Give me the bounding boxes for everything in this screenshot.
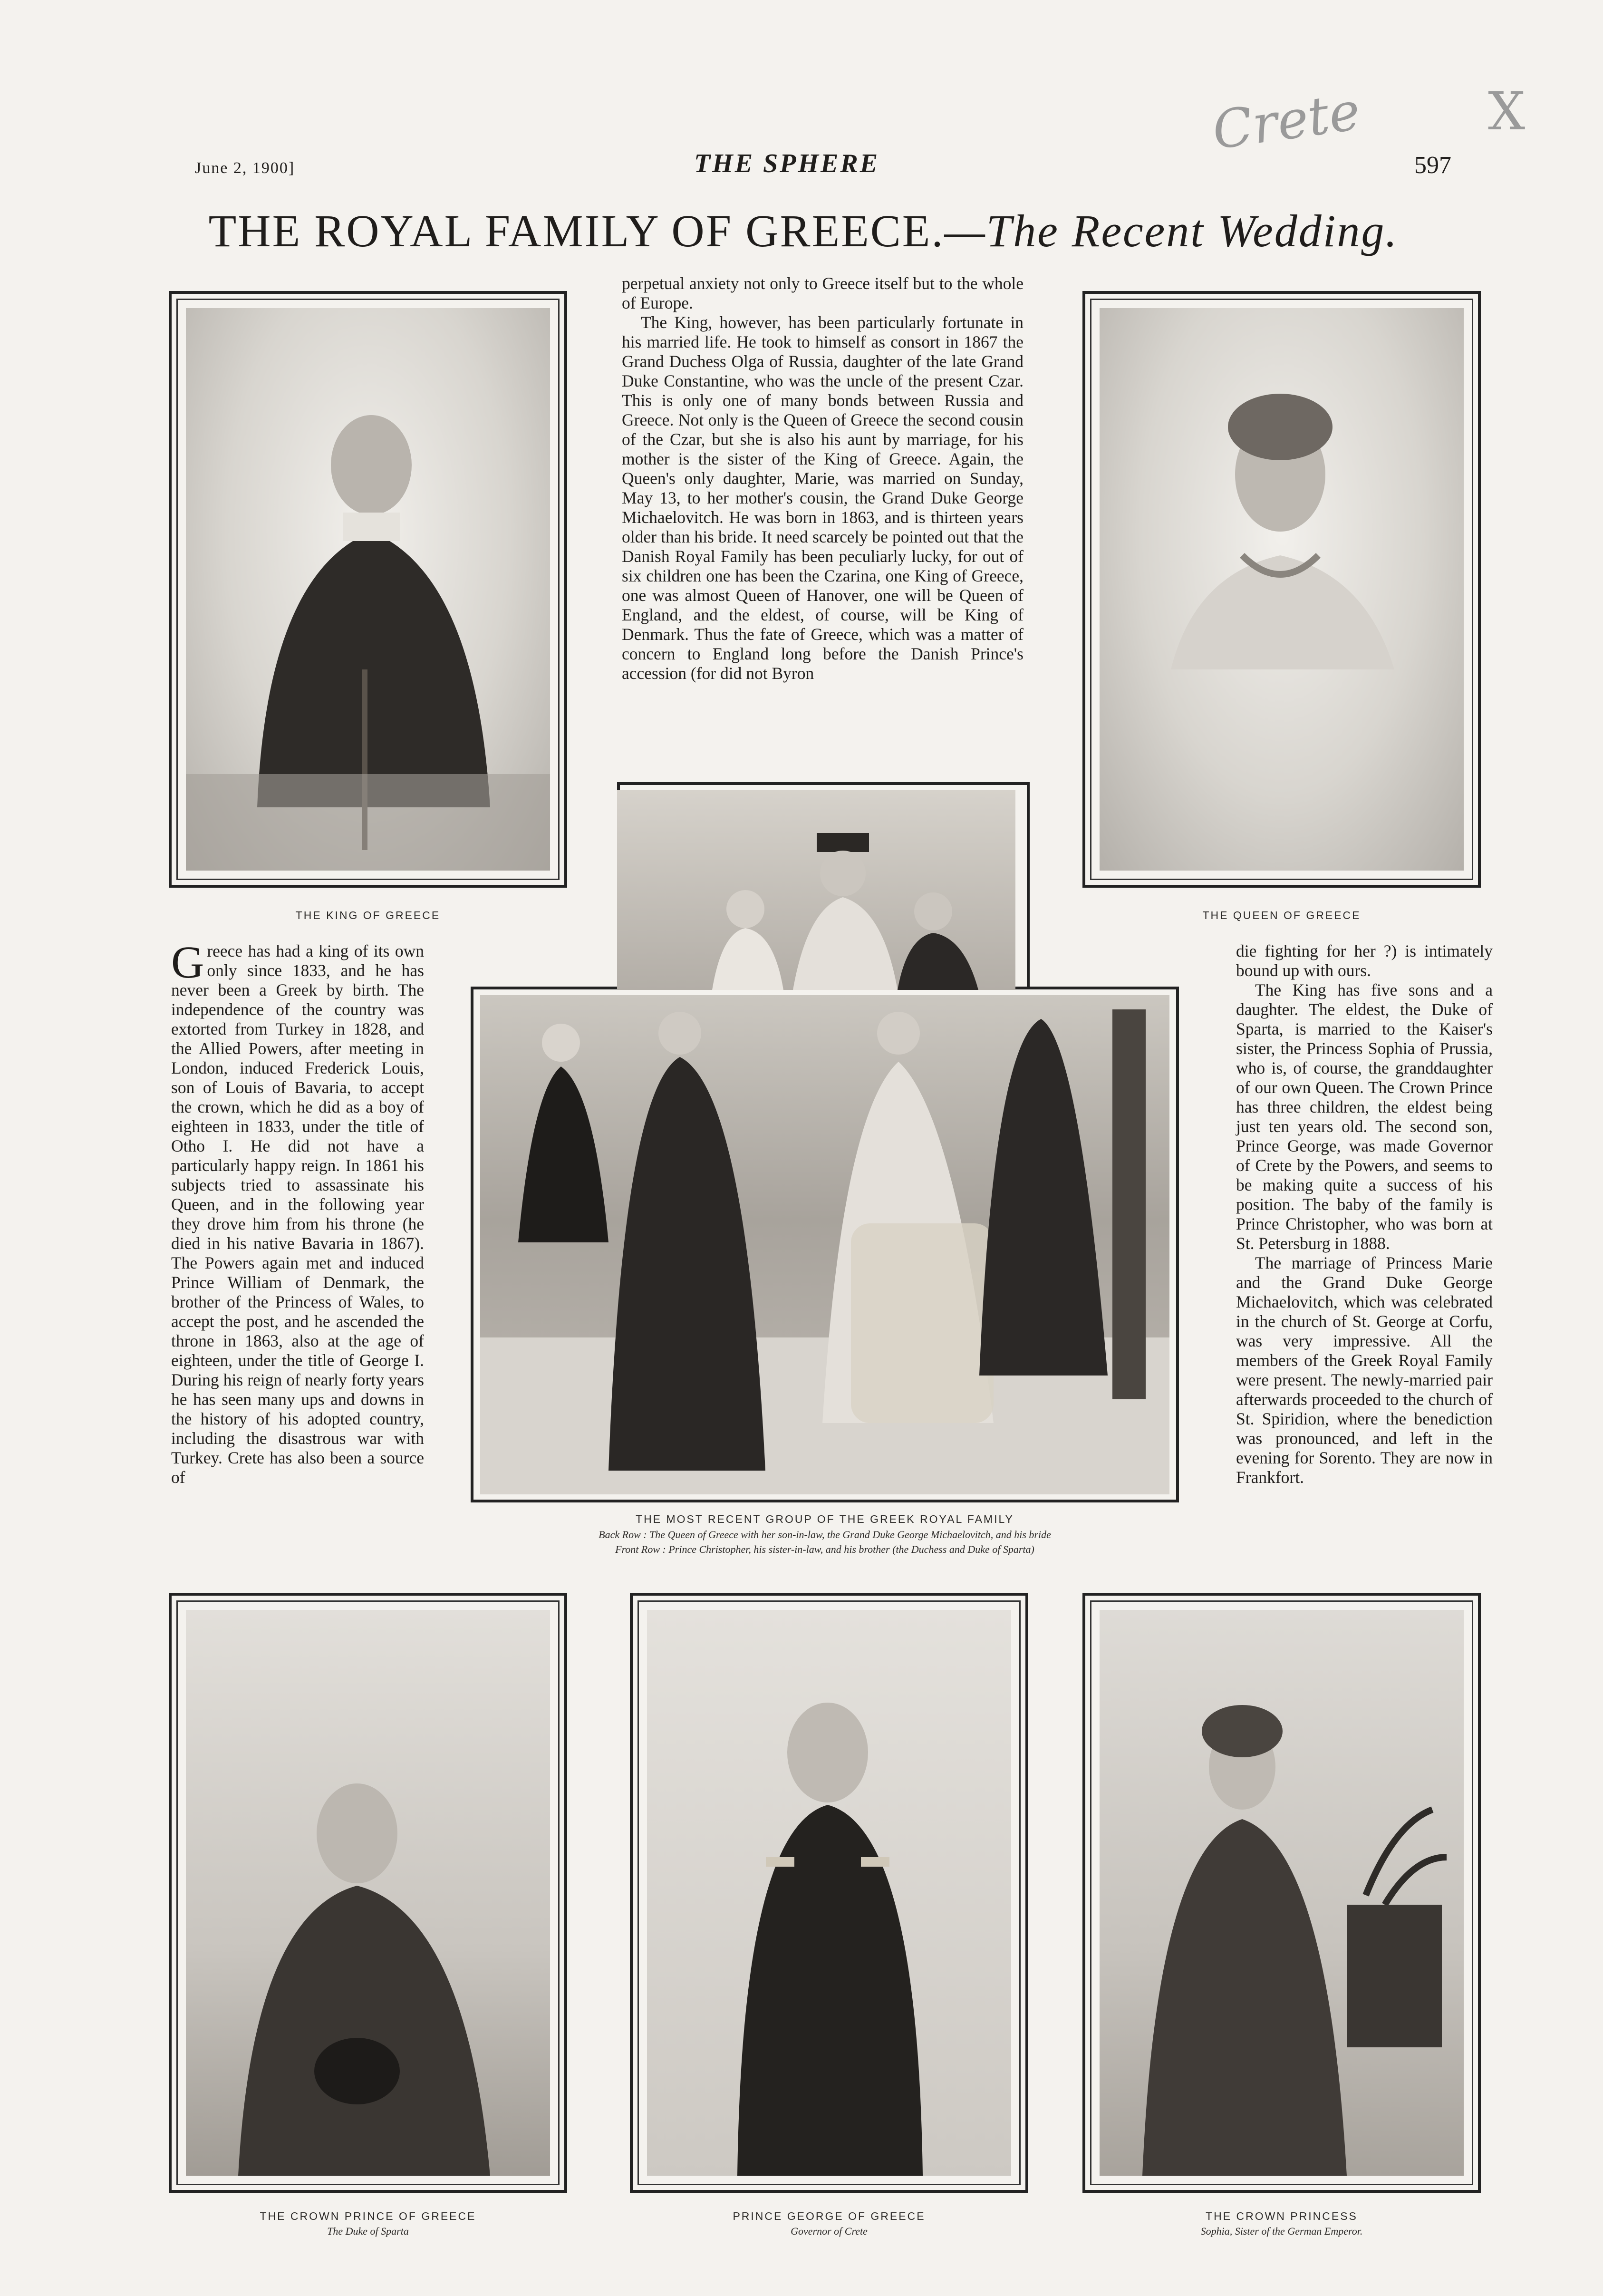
page-number: 597: [1414, 152, 1451, 179]
caption-crown-princess-sub: Sophia, Sister of the German Emperor.: [1200, 2225, 1363, 2237]
group-photo: [480, 995, 1169, 1494]
group-back-row-icon: [617, 790, 1015, 990]
caption-king: THE KING OF GREECE: [295, 909, 441, 921]
article-left-column: [171, 937, 424, 1487]
caption-prince-george: PRINCE GEORGE OF GREECE: [733, 2210, 926, 2222]
pencil-mark: X: [1488, 81, 1526, 142]
caption-group-title: THE MOST RECENT GROUP OF THE GREEK ROYAL FAMILY: [636, 1513, 1014, 1525]
caption-group-back: Back Row : The Queen of Greece with her son-in-law, the Grand Duke George Michaelovitch, and his bride: [599, 1529, 1051, 1540]
caption-crown-prince-sub: The Duke of Sparta: [327, 2225, 409, 2237]
crown-princess-photo: [1100, 1610, 1464, 2176]
caption-crown-prince: THE CROWN PRINCE OF GREECE: [260, 2210, 476, 2222]
king-photo: [186, 308, 550, 871]
caption-queen: THE QUEEN OF GREECE: [1202, 909, 1361, 921]
article-left-p1: reece has had a king of its own only since 1833, and he has never been a Greek by birth. The independence of the country was extorted from Turkey in 1828, and the Allied Powers, after meeting in London, induced Frederick Louis, son of Louis of Bavaria, to accept the crown, which he did as a boy of eighteen in 1833, under the title of Otho I. He did not have a particularly happy reign. In 1861 his subjects tried to assassinate his Queen, and in the following year they drove him from his throne (he died in his native Bavaria in 1867). The Powers again met and induced Prince William of Denmark, the brother of the Princess of Wales, to accept the post, and he ascended the throne in 1863, also at the age of eighteen, under the title of George I. During his reign of nearly forty years he has seen many ups and downs in the history of his adopted country, including the disastrous war with Turkey. Crete has also been a source of: [171, 941, 424, 1487]
headline-sub: —The Recent Wedding.: [944, 205, 1399, 256]
prince-george-photo: [647, 1610, 1011, 2176]
caption-crown-princess: THE CROWN PRINCESS: [1206, 2210, 1358, 2222]
article-center-column: [622, 274, 1024, 683]
article-right-p1: die fighting for her ?) is intimately bound up with ours.: [1236, 941, 1493, 980]
queen-figure-icon: [1100, 308, 1464, 871]
caption-prince-george-sub: Governor of Crete: [791, 2225, 868, 2237]
group-figures-icon: [480, 995, 1169, 1494]
crown-prince-figure-icon: [186, 1610, 550, 2176]
article-center-top: perpetual anxiety not only to Greece itself but to the whole of Europe.: [622, 274, 1024, 312]
article-right-column: [1236, 941, 1493, 1487]
group-photo-frame: [471, 987, 1179, 1502]
king-figure-icon: [186, 308, 550, 871]
caption-group-front: Front Row : Prince Christopher, his sister-in-law, and his brother (the Duchess and Duke of Sparta): [615, 1543, 1034, 1555]
article-right-p2: The King has five sons and a daughter. The eldest, the Duke of Sparta, is married to the Kaiser's sister, the Princess Sophia of Prussia, who is, of course, the granddaughter of our own Queen. The Crown Prince has three children, the eldest being just ten years old. The second son, Prince George, was made Governor of Crete by the Powers, and seems to be making quite a success of his position. The baby of the family is Prince Christopher, who was born at St. Petersburg in 1888.: [1236, 980, 1493, 1253]
dropcap: G: [171, 937, 204, 988]
queen-photo: [1100, 308, 1464, 871]
prince-george-figure-icon: [647, 1610, 1011, 2176]
crown-prince-photo: [186, 1610, 550, 2176]
crown-prince-photo-frame: [169, 1593, 567, 2193]
article-right-p3: The marriage of Princess Marie and the Grand Duke George Michaelovitch, which was celebrated in the church of St. George at Corfu, was very impressive. All the members of the Greek Royal Family were present. The newly-married pair afterwards proceeded to the church of St. Spiridion, where the benediction was pronounced, and left in the evening for Sorento. They are now in Frankfort.: [1236, 1253, 1493, 1487]
crown-princess-photo-frame: [1082, 1593, 1481, 2193]
king-photo-frame: [169, 291, 567, 888]
queen-photo-frame: [1082, 291, 1481, 888]
article-center-p2: The King, however, has been particularly fortunate in his married life. He took to himself as consort in 1867 the Grand Duchess Olga of Russia, daughter of the late Grand Duke Constantine, who was the uncle of the present Czar. This is only one of many bonds between Russia and Greece. Not only is the Queen of Greece the second cousin of the Czar, but she is also his aunt by marriage, for his mother is the sister of the King of Greece. Again, the Queen's only daughter, Marie, was married on Sunday, May 13, to her mother's cousin, the Grand Duke George Michaelovitch. He was born in 1863, and is thirteen years older than his bride. It need scarcely be pointed out that the Danish Royal Family has been peculiarly lucky, for out of six children one has been the Czarina, one King of Greece, one was almost Queen of Hanover, one will be Queen of England, and the eldest, of course, will be King of Denmark. Thus the fate of Greece, which was a matter of concern to England long before the Danish Prince's accession (for did not Byron: [622, 313, 1024, 683]
pencil-note: Crete: [1208, 80, 1364, 162]
prince-george-photo-frame: [630, 1593, 1028, 2193]
headline: [176, 204, 1431, 257]
group-photo-upper: [617, 790, 1015, 990]
masthead: THE SPHERE: [694, 149, 880, 178]
headline-main: THE ROYAL FAMILY OF GREECE.: [208, 205, 945, 256]
crown-princess-figure-icon: [1100, 1610, 1464, 2176]
issue-date: June 2, 1900]: [195, 159, 295, 177]
